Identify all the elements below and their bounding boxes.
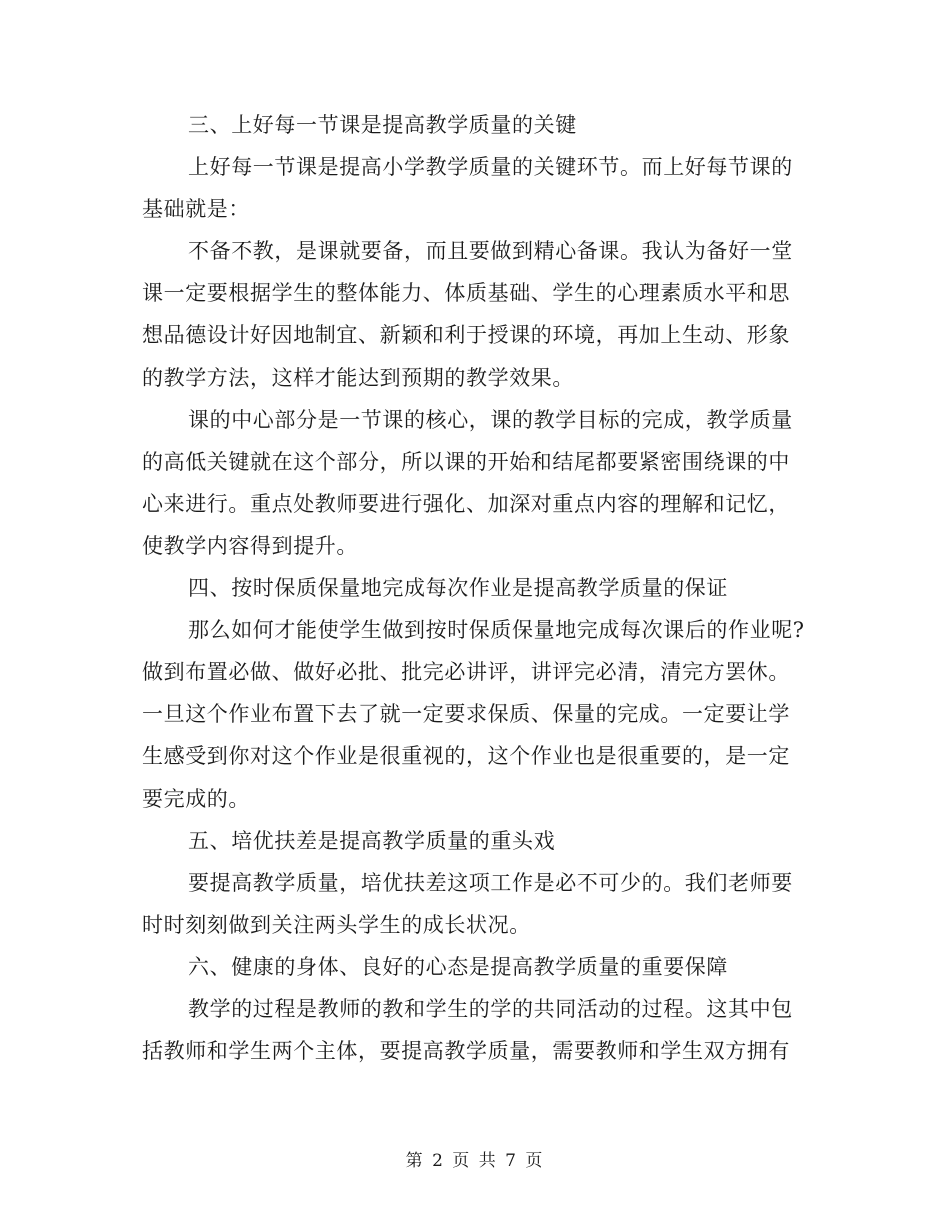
text-line: 五、培优扶差是提高教学质量的重头戏 bbox=[188, 828, 556, 853]
text-line: 一旦这个作业布置下去了就一定要求保质、保量的完成。一定要让学 bbox=[142, 702, 790, 727]
text-line: 上好每一节课是提高小学教学质量的关键环节。而上好每节课的 bbox=[188, 155, 793, 180]
text-line: 课一定要根据学生的整体能力、体质基础、学生的心理素质水平和思 bbox=[142, 281, 790, 306]
text-line: 时时刻刻做到关注两头学生的成长状况。 bbox=[142, 912, 531, 937]
text-line: 六、健康的身体、良好的心态是提高教学质量的重要保障 bbox=[188, 954, 728, 979]
text-line: 做到布置必做、做好必批、批完必讲评，讲评完必清，清完方罢休。 bbox=[142, 660, 790, 685]
text-line: 三、上好每一节课是提高教学质量的关键 bbox=[188, 113, 577, 137]
text-line: 要完成的。 bbox=[142, 786, 250, 811]
text-line: 生感受到你对这个作业是很重视的，这个作业也是很重要的，是一定 bbox=[142, 744, 790, 769]
text-line: 的教学方法，这样才能达到预期的教学效果。 bbox=[142, 365, 574, 390]
text-line: 想品德设计好因地制宜、新颖和利于授课的环境，再加上生动、形象 bbox=[142, 323, 790, 348]
text-line: 四、按时保质保量地完成每次作业是提高教学质量的保证 bbox=[188, 576, 728, 601]
text-line: 要提高教学质量，培优扶差这项工作是必不可少的。我们老师要 bbox=[188, 870, 793, 895]
text-line: 心来进行。重点处教师要进行强化、加深对重点内容的理解和记忆， bbox=[142, 491, 790, 516]
page-footer: 第 2 页 共 7 页 bbox=[405, 1151, 545, 1171]
text-line: 那么如何才能使学生做到按时保质保量地完成每次课后的作业呢? bbox=[188, 618, 805, 643]
document-body bbox=[142, 104, 810, 1072]
text-line: 不备不教，是课就要备，而且要做到精心备课。我认为备好一堂 bbox=[188, 239, 793, 264]
text-line: 基础就是： bbox=[142, 197, 250, 222]
text-line: 课的中心部分是一节课的核心，课的教学目标的完成，教学质量 bbox=[188, 407, 793, 432]
text-line: 使教学内容得到提升。 bbox=[142, 533, 358, 558]
text-line: 括教师和学生两个主体，要提高教学质量，需要教师和学生双方拥有 bbox=[142, 1039, 790, 1064]
text-line: 的高低关键就在这个部分，所以课的开始和结尾都要紧密围绕课的中 bbox=[142, 449, 790, 474]
text-line: 教学的过程是教师的教和学生的学的共同活动的过程。这其中包 bbox=[188, 996, 793, 1021]
